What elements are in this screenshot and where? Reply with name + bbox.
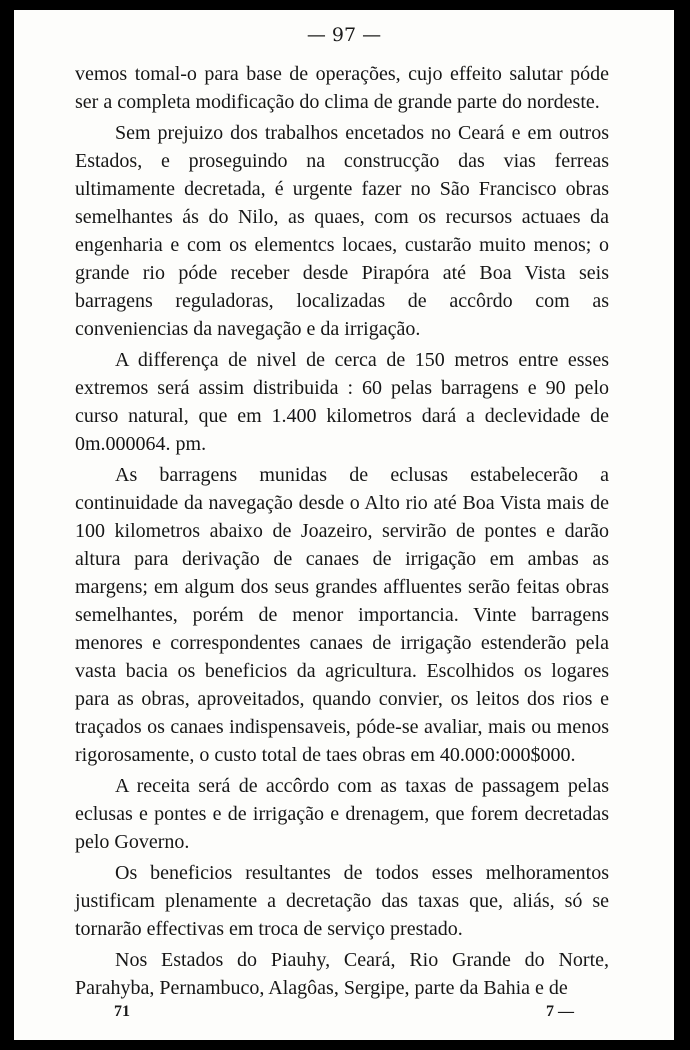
paragraph: A differença de nivel de cerca de 150 metros entre esses extremos será assim distribuida : 60 pelas barragens e 90 pelo curso natural, que em 1.400 kilometros dará a declevidade de 0m.000064. pm. (75, 349, 609, 455)
paragraph: A receita será de accôrdo com as taxas de passagem pelas eclusas e pontes e de irrigação e drenagem, que forem decretadas pelo Governo. (75, 775, 609, 853)
paragraph: vemos tomal-o para base de operações, cujo effeito salutar póde ser a completa modificação do clima de grande parte do nordeste. (75, 63, 609, 113)
paragraph: Os beneficios resultantes de todos esses melhoramentos justificam plenamente a decretação das taxas que, aliás, só se tornarão effectivas em troca de serviço prestado. (75, 862, 609, 940)
page-body (75, 60, 609, 1002)
signature-mark-left: 71 (114, 1003, 130, 1020)
document-page (14, 10, 674, 1040)
paragraph: As barragens munidas de eclusas estabelecerão a continuidade da navegação desde o Alto rio até Boa Vista mais de 100 kilometros abaixo de Joazeiro, servirão de pontes e darão altura para derivação de canaes de irrigação em ambas as margens; em algum dos seus grandes affluentes serão feitas obras semelhantes, porém de menor importancia. Vinte barragens menores e correspondentes canaes de irrigação estenderão pela vasta bacia os beneficios da agricultura. Escolhidos os logares para as obras, aproveitados, quando convier, os leitos dos rios e traçados os canaes indispensaveis, póde-se avaliar, mais ou menos rigorosamente, o custo total de taes obras em 40.000:000$000. (75, 464, 609, 766)
paragraph: Sem prejuizo dos trabalhos encetados no Ceará e em outros Estados, e proseguindo na construcção das vias ferreas ultimamente decretada, é urgente fazer no São Francisco obras semelhantes ás do Nilo, as quaes, com os recursos actuaes da engenharia e com os elementcs locaes, custarão muito menos; o grande rio póde receber desde Pirapóra até Boa Vista seis barragens reguladoras, localizadas de accôrdo com as conveniencias da navegação e da irrigação. (75, 122, 609, 340)
signature-mark-right: 7 — (546, 1003, 574, 1020)
page-number: — 97 — (306, 24, 382, 46)
paragraph: Nos Estados do Piauhy, Ceará, Rio Grande do Norte, Parahyba, Pernambuco, Alagôas, Sergipe, parte da Bahia e de (75, 949, 609, 999)
